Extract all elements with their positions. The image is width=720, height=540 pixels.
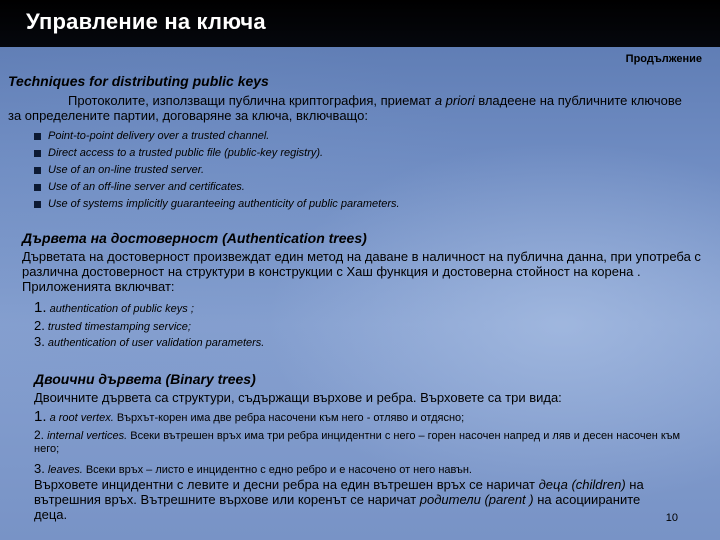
list-item: 2. internal vertices. Всеки вътрешен връх има три ребра инцидентни с него – горен насочен напред и ляв и десен насочен към него; (34, 428, 681, 455)
section3-title: Двоични дървета (Binary trees) (34, 371, 256, 387)
list-item: Use of an on-line trusted server. (34, 162, 400, 179)
slide-title: Управление на ключа (26, 9, 266, 34)
section3-body: Двоичните дървета са структури, съдържащи върхове и ребра. Върховете са три вида: (34, 390, 562, 405)
square-bullet-icon (34, 150, 41, 157)
list-item: 2. trusted timestamping service; (34, 318, 191, 333)
intro-emphasis: a priori (434, 93, 475, 108)
square-bullet-icon (34, 167, 41, 174)
section3-closing: Върховете инцидентни с левите и десни ребра на един вътрешен връх се наричат деца (children) на вътрешния връх. Вътрешните върхове или коренът се наричат родители (parent ) на асоциираните деца. (34, 477, 644, 522)
section2-title: Дървета на достоверност (Authentication trees) (22, 230, 367, 246)
square-bullet-icon (34, 184, 41, 191)
list-item: 1. authentication of public keys ; (34, 299, 194, 316)
list-item: Use of an off-line server and certificates. (34, 179, 400, 196)
page-number: 10 (665, 512, 678, 524)
list-item: 3. leaves. Всеки връх – листо е инцидентно с едно ребро и е насочено от него навън. (34, 461, 472, 476)
list-item: Use of systems implicitly guaranteeing authenticity of public parameters. (34, 196, 400, 213)
square-bullet-icon (34, 201, 41, 208)
section2-body: Дърветата на достоверност произвеждат един метод на даване в наличност на публична данна, при употреба с различна достоверност на структури в конструкции с Хаш функция и достоверна стойност на корена . Приложенията включват: (22, 249, 701, 294)
list-item: 3. authentication of user validation parameters. (34, 334, 265, 349)
list-item: Point-to-point delivery over a trusted channel. (34, 128, 400, 145)
list-item: Direct access to a trusted public file (public-key registry). (34, 145, 400, 162)
intro-text-end: владеене на публичните ключове за определените партии, договаряне за ключа, включващо: (8, 93, 682, 123)
section1-intro (8, 93, 688, 123)
bullet-list (34, 128, 400, 213)
intro-text: Протоколите, използващи публична криптография, приемат (68, 93, 435, 108)
list-item: 1. a root vertex. Върхът-корен има две ребра насочени към него - отляво и отдясно; (34, 408, 465, 425)
continued-label: Продължение (625, 53, 702, 65)
section1-title: Techniques for distributing public keys (8, 73, 269, 89)
square-bullet-icon (34, 133, 41, 140)
